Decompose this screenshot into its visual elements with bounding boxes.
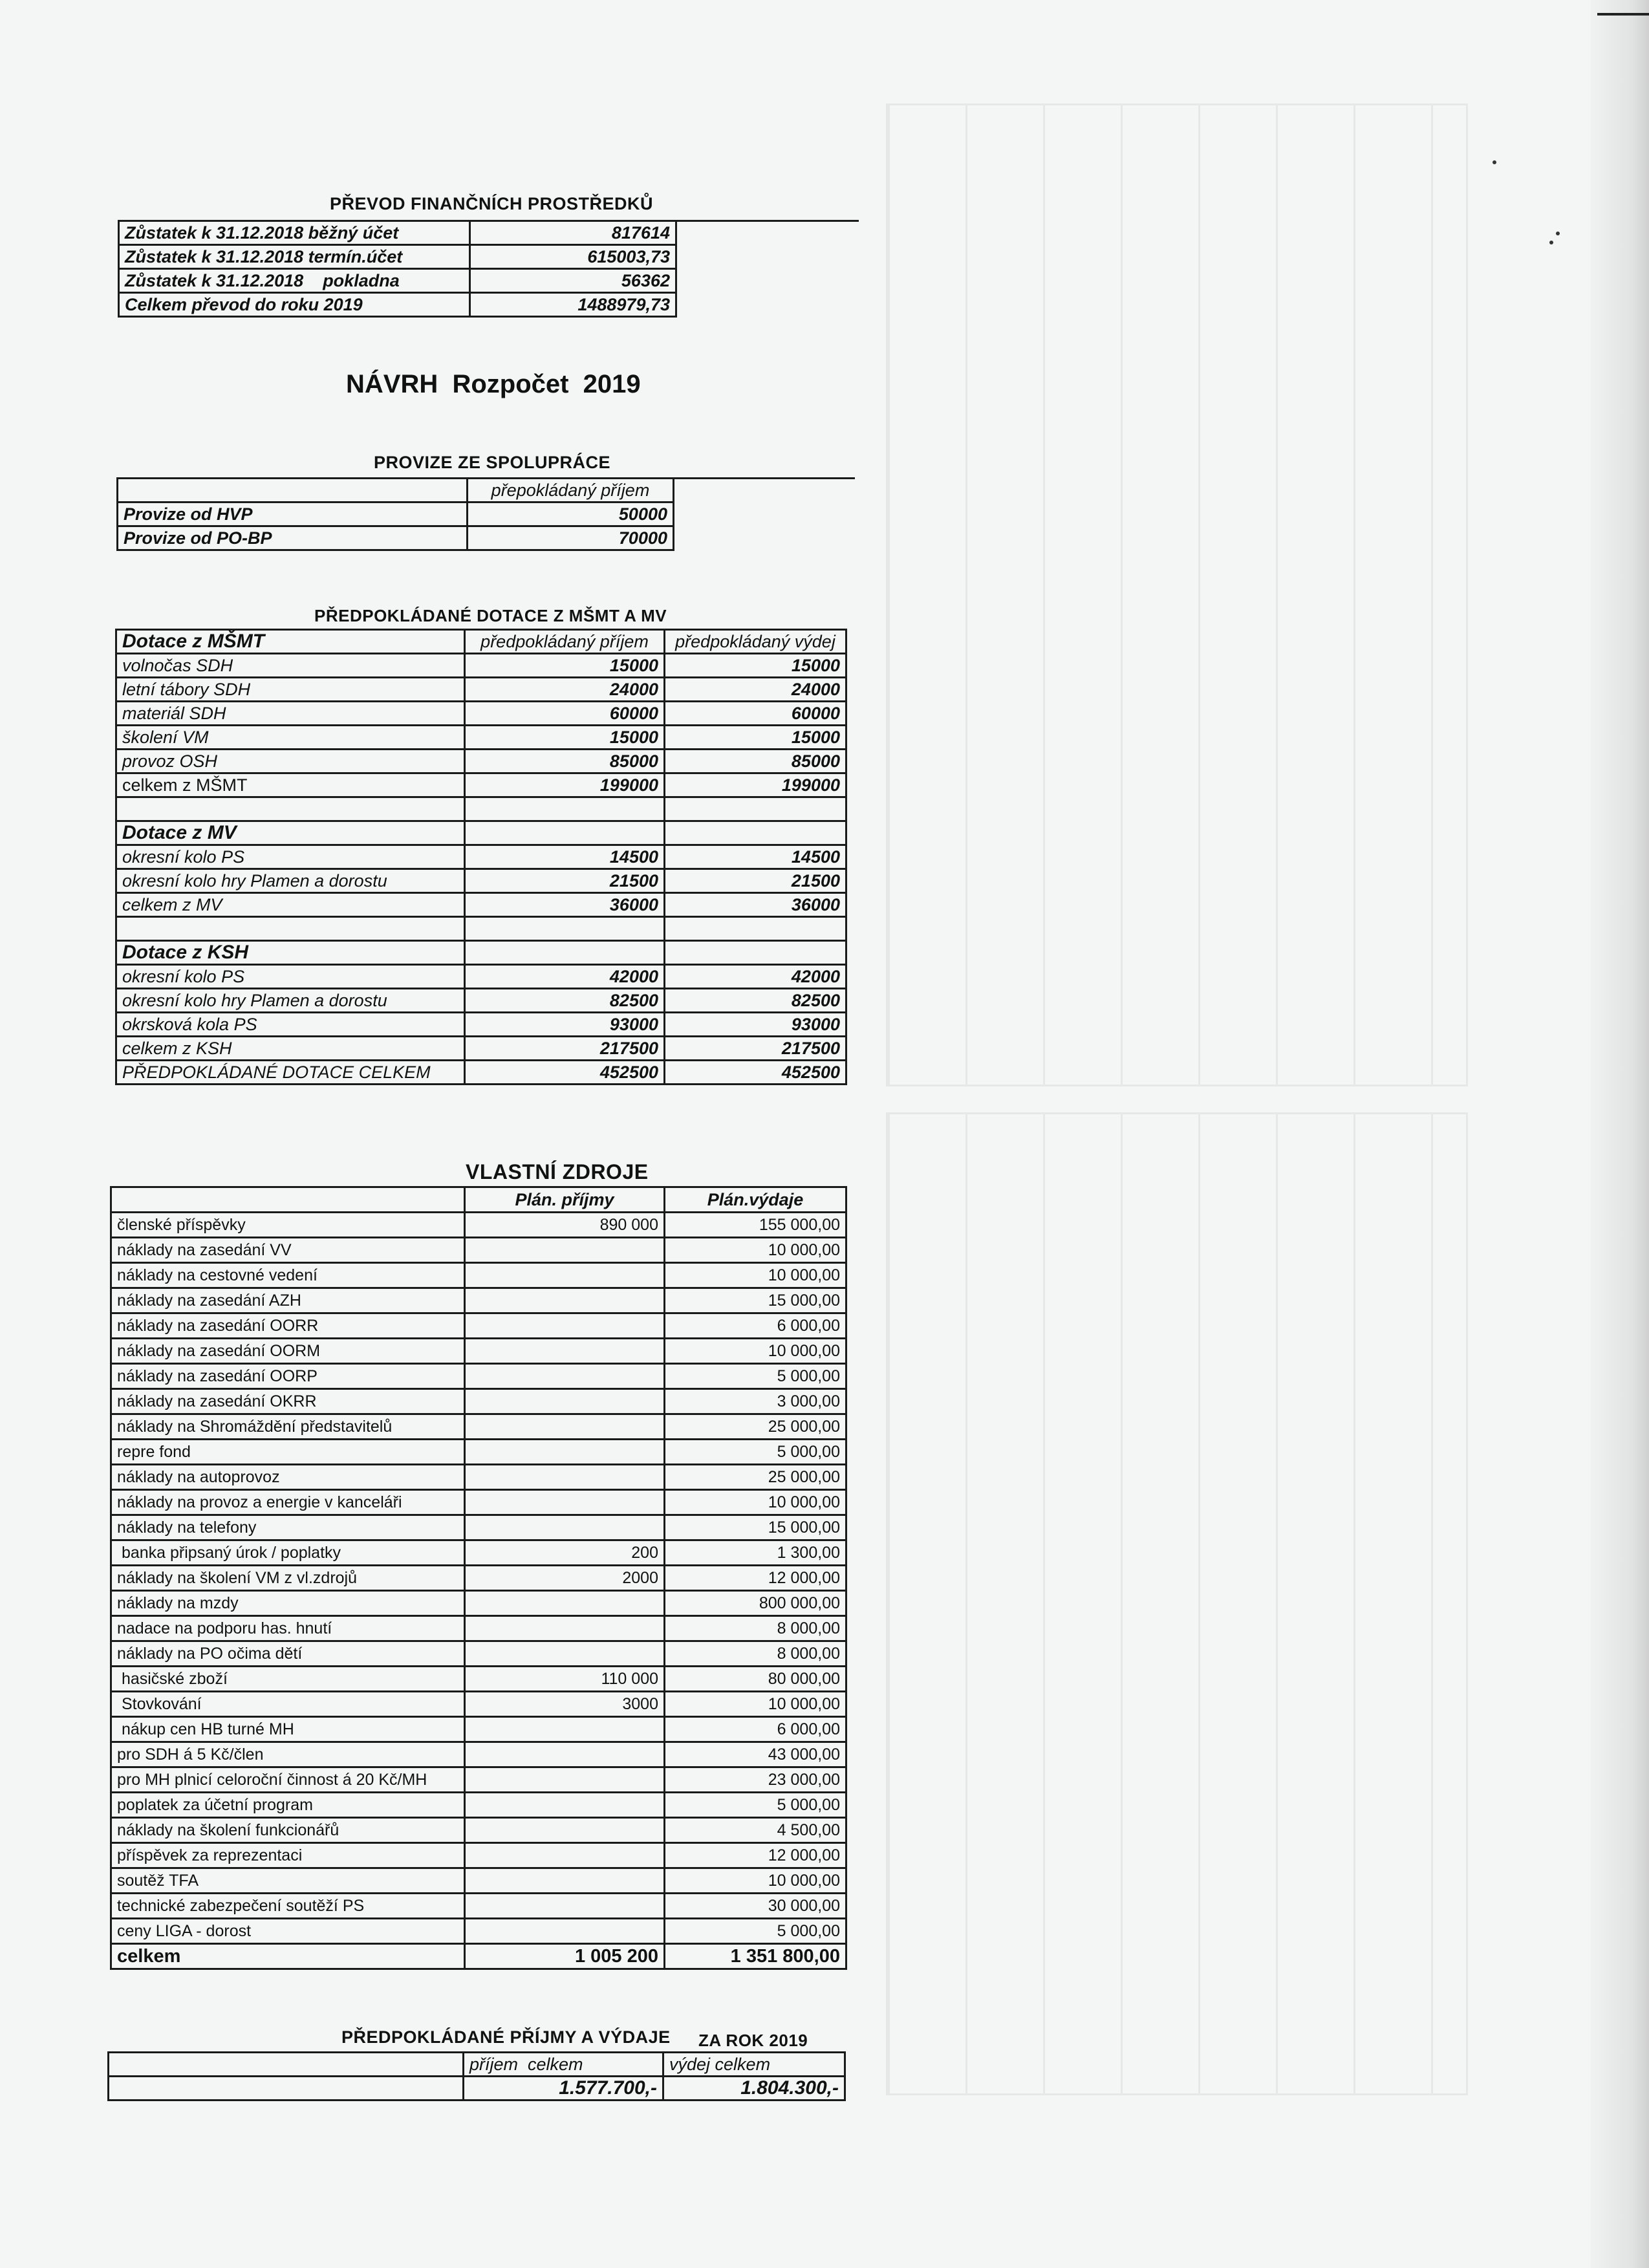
subsidy-expense: 15000 bbox=[665, 654, 846, 678]
own-item-label: technické zabezpečení soutěží PS bbox=[111, 1894, 465, 1919]
subsidy-income: 15000 bbox=[465, 654, 665, 678]
table-row bbox=[111, 1692, 846, 1717]
empty-cell bbox=[116, 917, 465, 941]
own-item-label: náklady na zasedání AZH bbox=[111, 1288, 465, 1313]
subsidy-expense: 93000 bbox=[665, 1013, 846, 1037]
table-row bbox=[111, 1263, 846, 1288]
table-row bbox=[111, 1944, 846, 1969]
own-item-label: soutěž TFA bbox=[111, 1868, 465, 1894]
own-item-income bbox=[465, 1742, 665, 1767]
own-item-expense: 800 000,00 bbox=[665, 1591, 846, 1616]
subsidy-grand-total-label: PŘEDPOKLÁDANÉ DOTACE CELKEM bbox=[116, 1061, 465, 1085]
table-row bbox=[111, 1566, 846, 1591]
subsidy-grand-total-income: 452500 bbox=[465, 1061, 665, 1085]
own-item-label: banka připsaný úrok / poplatky bbox=[111, 1540, 465, 1566]
table-row bbox=[111, 1868, 846, 1894]
transfer-value: 615003,73 bbox=[470, 245, 676, 269]
table-row bbox=[116, 989, 846, 1013]
subsidy-label: letní tábory SDH bbox=[116, 678, 465, 702]
subsidy-income: 60000 bbox=[465, 702, 665, 726]
table-row bbox=[111, 1742, 846, 1767]
table-row bbox=[111, 1187, 846, 1213]
subsidy-total-expense: 217500 bbox=[665, 1037, 846, 1061]
subsidy-expense: 82500 bbox=[665, 989, 846, 1013]
table-row bbox=[116, 965, 846, 989]
subsidy-label: okresní kolo PS bbox=[116, 845, 465, 869]
subsidy-label: materiál SDH bbox=[116, 702, 465, 726]
table-row bbox=[111, 1339, 846, 1364]
own-item-label: náklady na zasedání OKRR bbox=[111, 1389, 465, 1414]
own-item-label: hasičské zboží bbox=[111, 1667, 465, 1692]
own-item-label: náklady na školení VM z vl.zdrojů bbox=[111, 1566, 465, 1591]
empty-cell bbox=[109, 2053, 464, 2077]
own-item-label: nákup cen HB turné MH bbox=[111, 1717, 465, 1742]
table-row bbox=[111, 1894, 846, 1919]
own-item-expense: 5 000,00 bbox=[665, 1793, 846, 1818]
subsidy-total-label: celkem z MV bbox=[116, 893, 465, 917]
own-item-expense: 8 000,00 bbox=[665, 1641, 846, 1667]
subsidy-group-header: Dotace z MŠMT bbox=[116, 630, 465, 654]
own-total-income: 1 005 200 bbox=[465, 1944, 665, 1969]
summary-year: ZA ROK 2019 bbox=[698, 2031, 808, 2050]
subsidy-total-income: 36000 bbox=[465, 893, 665, 917]
table-row bbox=[111, 1767, 846, 1793]
own-item-income bbox=[465, 1339, 665, 1364]
table-row bbox=[116, 702, 846, 726]
own-item-expense: 10 000,00 bbox=[665, 1692, 846, 1717]
table-row bbox=[111, 1490, 846, 1515]
subsidy-expense-header: předpokládaný výdej bbox=[665, 630, 846, 654]
own-income-header: Plán. příjmy bbox=[465, 1187, 665, 1213]
empty-cell bbox=[465, 821, 665, 845]
own-item-label: náklady na školení funkcionářů bbox=[111, 1818, 465, 1843]
own-item-income bbox=[465, 1238, 665, 1263]
own-item-income bbox=[465, 1490, 665, 1515]
summary-income-header: příjem celkem bbox=[464, 2053, 663, 2077]
table-row bbox=[118, 502, 674, 526]
own-item-expense: 5 000,00 bbox=[665, 1919, 846, 1944]
empty-cell bbox=[111, 1187, 465, 1213]
table-row bbox=[119, 269, 676, 293]
subsidy-income: 24000 bbox=[465, 678, 665, 702]
table-row bbox=[116, 893, 846, 917]
subsidy-expense: 24000 bbox=[665, 678, 846, 702]
transfer-label: Zůstatek k 31.12.2018 pokladna bbox=[119, 269, 470, 293]
own-resources-table bbox=[110, 1186, 847, 1970]
table-row bbox=[111, 1313, 846, 1339]
own-item-income bbox=[465, 1843, 665, 1868]
own-item-expense: 43 000,00 bbox=[665, 1742, 846, 1767]
own-item-expense: 25 000,00 bbox=[665, 1465, 846, 1490]
table-row bbox=[111, 1213, 846, 1238]
scan-speck bbox=[1493, 160, 1496, 164]
own-item-expense: 15 000,00 bbox=[665, 1515, 846, 1540]
summary-title: PŘEDPOKLÁDANÉ PŘÍJMY A VÝDAJE bbox=[341, 2027, 671, 2047]
own-total-label: celkem bbox=[111, 1944, 465, 1969]
own-item-income: 890 000 bbox=[465, 1213, 665, 1238]
own-item-expense: 10 000,00 bbox=[665, 1263, 846, 1288]
transfer-label: Celkem převod do roku 2019 bbox=[119, 293, 470, 317]
table-row bbox=[111, 1919, 846, 1944]
own-item-income bbox=[465, 1616, 665, 1641]
subsidy-income: 93000 bbox=[465, 1013, 665, 1037]
commissions-column-header: přepokládaný příjem bbox=[468, 479, 674, 502]
subsidy-group-header: Dotace z KSH bbox=[116, 941, 465, 965]
table-row bbox=[111, 1465, 846, 1490]
bleed-through-background bbox=[886, 103, 1468, 2095]
own-item-income bbox=[465, 1414, 665, 1440]
own-item-expense: 23 000,00 bbox=[665, 1767, 846, 1793]
subsidy-income: 21500 bbox=[465, 869, 665, 893]
subsidy-total-income: 199000 bbox=[465, 773, 665, 797]
table-row bbox=[111, 1515, 846, 1540]
subsidy-grand-total-expense: 452500 bbox=[665, 1061, 846, 1085]
own-item-income: 110 000 bbox=[465, 1667, 665, 1692]
own-item-expense: 10 000,00 bbox=[665, 1490, 846, 1515]
own-item-income bbox=[465, 1919, 665, 1944]
table-row bbox=[119, 245, 676, 269]
own-item-label: náklady na provoz a energie v kanceláři bbox=[111, 1490, 465, 1515]
own-item-expense: 30 000,00 bbox=[665, 1894, 846, 1919]
table-row bbox=[111, 1238, 846, 1263]
own-item-label: náklady na zasedání OORP bbox=[111, 1364, 465, 1389]
commission-label: Provize od PO-BP bbox=[118, 526, 468, 550]
subsidy-group-header: Dotace z MV bbox=[116, 821, 465, 845]
subsidy-total-expense: 199000 bbox=[665, 773, 846, 797]
table-row bbox=[116, 773, 846, 797]
empty-cell bbox=[116, 797, 465, 821]
table-row bbox=[111, 1414, 846, 1440]
own-item-income bbox=[465, 1868, 665, 1894]
subsidy-label: provoz OSH bbox=[116, 750, 465, 773]
empty-cell bbox=[665, 821, 846, 845]
table-row bbox=[118, 526, 674, 550]
subsidy-income: 82500 bbox=[465, 989, 665, 1013]
subsidy-total-label: celkem z MŠMT bbox=[116, 773, 465, 797]
own-item-income bbox=[465, 1818, 665, 1843]
table-row bbox=[116, 1037, 846, 1061]
subsidy-label: okresní kolo PS bbox=[116, 965, 465, 989]
subsidy-expense: 15000 bbox=[665, 726, 846, 750]
own-item-income bbox=[465, 1313, 665, 1339]
table-row bbox=[116, 869, 846, 893]
scan-speck bbox=[1556, 232, 1560, 235]
own-item-expense: 12 000,00 bbox=[665, 1566, 846, 1591]
table-row bbox=[116, 845, 846, 869]
commission-value: 70000 bbox=[468, 526, 674, 550]
summary-expense-total: 1.804.300,- bbox=[663, 2077, 845, 2101]
table-row bbox=[116, 797, 846, 821]
subsidy-total-expense: 36000 bbox=[665, 893, 846, 917]
subsidy-income: 85000 bbox=[465, 750, 665, 773]
table-row bbox=[111, 1440, 846, 1465]
own-item-label: náklady na Shromáždění představitelů bbox=[111, 1414, 465, 1440]
subsidy-expense: 60000 bbox=[665, 702, 846, 726]
own-item-income bbox=[465, 1288, 665, 1313]
subsidy-income: 14500 bbox=[465, 845, 665, 869]
own-item-label: nadace na podporu has. hnutí bbox=[111, 1616, 465, 1641]
own-item-label: Stovkování bbox=[111, 1692, 465, 1717]
own-item-expense: 12 000,00 bbox=[665, 1843, 846, 1868]
empty-cell bbox=[665, 797, 846, 821]
own-item-income bbox=[465, 1641, 665, 1667]
own-item-income bbox=[465, 1440, 665, 1465]
own-item-expense: 25 000,00 bbox=[665, 1414, 846, 1440]
subsidy-expense: 42000 bbox=[665, 965, 846, 989]
subsidy-expense: 21500 bbox=[665, 869, 846, 893]
subsidy-expense: 14500 bbox=[665, 845, 846, 869]
table-row bbox=[111, 1667, 846, 1692]
subsidy-label: okresní kolo hry Plamen a dorostu bbox=[116, 869, 465, 893]
transfer-value: 817614 bbox=[470, 221, 676, 245]
own-item-income: 2000 bbox=[465, 1566, 665, 1591]
own-item-expense: 5 000,00 bbox=[665, 1440, 846, 1465]
transfer-value: 56362 bbox=[470, 269, 676, 293]
own-item-label: náklady na cestovné vedení bbox=[111, 1263, 465, 1288]
table-row bbox=[116, 1013, 846, 1037]
subsidy-income: 15000 bbox=[465, 726, 665, 750]
own-item-income bbox=[465, 1364, 665, 1389]
empty-cell bbox=[465, 797, 665, 821]
own-item-income bbox=[465, 1717, 665, 1742]
table-row bbox=[118, 479, 674, 502]
own-item-label: náklady na telefony bbox=[111, 1515, 465, 1540]
own-item-income bbox=[465, 1591, 665, 1616]
own-item-income bbox=[465, 1767, 665, 1793]
own-total-expense: 1 351 800,00 bbox=[665, 1944, 846, 1969]
empty-cell bbox=[465, 941, 665, 965]
table-row bbox=[111, 1818, 846, 1843]
table-row bbox=[111, 1364, 846, 1389]
empty-cell bbox=[665, 917, 846, 941]
own-item-income bbox=[465, 1515, 665, 1540]
scan-speck bbox=[1549, 241, 1553, 244]
table-row bbox=[111, 1717, 846, 1742]
own-item-income bbox=[465, 1465, 665, 1490]
own-item-expense: 5 000,00 bbox=[665, 1364, 846, 1389]
table-row bbox=[119, 221, 676, 245]
own-item-label: repre fond bbox=[111, 1440, 465, 1465]
table-row bbox=[111, 1591, 846, 1616]
own-item-expense: 10 000,00 bbox=[665, 1339, 846, 1364]
subsidy-label: okrsková kola PS bbox=[116, 1013, 465, 1037]
own-item-expense: 15 000,00 bbox=[665, 1288, 846, 1313]
subsidy-total-label: celkem z KSH bbox=[116, 1037, 465, 1061]
own-resources-title: VLASTNÍ ZDROJE bbox=[466, 1160, 649, 1183]
subsidy-label: volnočas SDH bbox=[116, 654, 465, 678]
own-item-expense: 155 000,00 bbox=[665, 1213, 846, 1238]
table-row bbox=[119, 293, 676, 317]
own-item-income: 3000 bbox=[465, 1692, 665, 1717]
transfer-table bbox=[118, 220, 677, 318]
table-row bbox=[116, 630, 846, 654]
table-row bbox=[111, 1288, 846, 1313]
own-item-label: náklady na zasedání OORR bbox=[111, 1313, 465, 1339]
table-row bbox=[116, 917, 846, 941]
subsidy-label: okresní kolo hry Plamen a dorostu bbox=[116, 989, 465, 1013]
own-item-income bbox=[465, 1263, 665, 1288]
own-item-expense: 10 000,00 bbox=[665, 1868, 846, 1894]
own-item-label: příspěvek za reprezentaci bbox=[111, 1843, 465, 1868]
own-item-income bbox=[465, 1793, 665, 1818]
own-item-expense: 80 000,00 bbox=[665, 1667, 846, 1692]
table-row bbox=[116, 1061, 846, 1085]
commission-value: 50000 bbox=[468, 502, 674, 526]
table-row bbox=[111, 1389, 846, 1414]
subsidy-total-income: 217500 bbox=[465, 1037, 665, 1061]
summary-table bbox=[107, 2051, 846, 2101]
own-expense-header: Plán.výdaje bbox=[665, 1187, 846, 1213]
table-row bbox=[116, 678, 846, 702]
transfer-title: PŘEVOD FINANČNÍCH PROSTŘEDKŮ bbox=[330, 194, 654, 213]
own-item-label: náklady na zasedání VV bbox=[111, 1238, 465, 1263]
own-item-label: náklady na autoprovoz bbox=[111, 1465, 465, 1490]
own-item-label: náklady na mzdy bbox=[111, 1591, 465, 1616]
transfer-label: Zůstatek k 31.12.2018 běžný účet bbox=[119, 221, 470, 245]
commissions-title: PROVIZE ZE SPOLUPRÁCE bbox=[374, 453, 611, 472]
table-row bbox=[116, 726, 846, 750]
own-item-label: náklady na zasedání OORM bbox=[111, 1339, 465, 1364]
own-item-label: pro MH plnicí celoroční činnost á 20 Kč/MH bbox=[111, 1767, 465, 1793]
own-item-expense: 6 000,00 bbox=[665, 1313, 846, 1339]
subsidy-income: 42000 bbox=[465, 965, 665, 989]
subsidy-expense: 85000 bbox=[665, 750, 846, 773]
table-row bbox=[111, 1540, 846, 1566]
subsidy-income-header: předpokládaný příjem bbox=[465, 630, 665, 654]
own-item-label: náklady na PO očima dětí bbox=[111, 1641, 465, 1667]
empty-cell bbox=[665, 941, 846, 965]
commission-label: Provize od HVP bbox=[118, 502, 468, 526]
own-item-label: poplatek za účetní program bbox=[111, 1793, 465, 1818]
table-row bbox=[109, 2053, 845, 2077]
summary-expense-header: výdej celkem bbox=[663, 2053, 845, 2077]
table-row bbox=[111, 1616, 846, 1641]
empty-cell bbox=[118, 479, 468, 502]
own-item-expense: 10 000,00 bbox=[665, 1238, 846, 1263]
own-item-label: pro SDH á 5 Kč/člen bbox=[111, 1742, 465, 1767]
own-item-label: ceny LIGA - dorost bbox=[111, 1919, 465, 1944]
scan-edge bbox=[1591, 0, 1649, 2268]
table-row bbox=[116, 941, 846, 965]
own-item-expense: 8 000,00 bbox=[665, 1616, 846, 1641]
transfer-label: Zůstatek k 31.12.2018 termín.účet bbox=[119, 245, 470, 269]
page-title: NÁVRH Rozpočet 2019 bbox=[346, 370, 641, 398]
table-row bbox=[111, 1843, 846, 1868]
subsidies-table bbox=[115, 629, 847, 1085]
table-row bbox=[116, 750, 846, 773]
own-item-expense: 4 500,00 bbox=[665, 1818, 846, 1843]
own-item-expense: 3 000,00 bbox=[665, 1389, 846, 1414]
table-row bbox=[116, 821, 846, 845]
table-row bbox=[111, 1641, 846, 1667]
table-row bbox=[109, 2077, 845, 2101]
empty-cell bbox=[465, 917, 665, 941]
own-item-income: 200 bbox=[465, 1540, 665, 1566]
own-item-label: členské příspěvky bbox=[111, 1213, 465, 1238]
empty-cell bbox=[109, 2077, 464, 2101]
own-item-income bbox=[465, 1389, 665, 1414]
table-row bbox=[111, 1793, 846, 1818]
transfer-value: 1488979,73 bbox=[470, 293, 676, 317]
table-row bbox=[116, 654, 846, 678]
own-item-expense: 6 000,00 bbox=[665, 1717, 846, 1742]
commissions-table bbox=[116, 477, 674, 551]
own-item-expense: 1 300,00 bbox=[665, 1540, 846, 1566]
subsidy-label: školení VM bbox=[116, 726, 465, 750]
own-item-income bbox=[465, 1894, 665, 1919]
subsidies-title: PŘEDPOKLÁDANÉ DOTACE Z MŠMT A MV bbox=[314, 606, 667, 625]
summary-income-total: 1.577.700,- bbox=[464, 2077, 663, 2101]
